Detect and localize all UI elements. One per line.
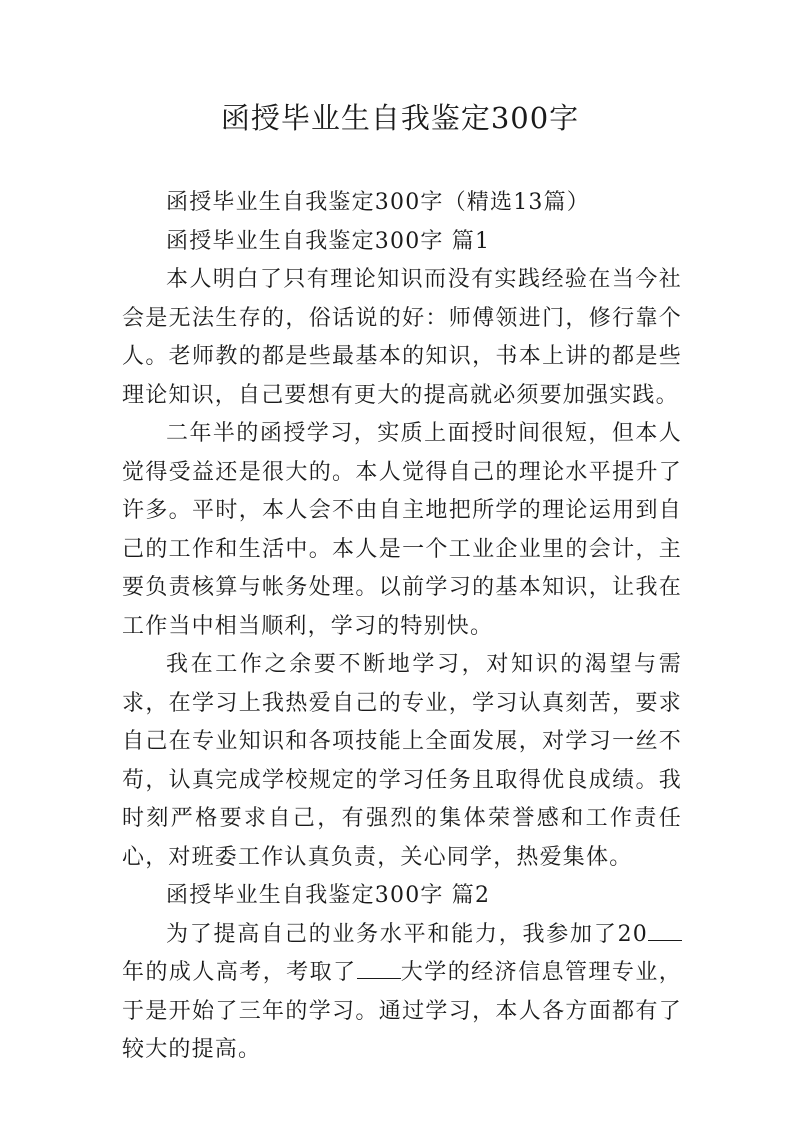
intro-line: 函授毕业生自我鉴定300字（精选13篇）	[166, 190, 590, 215]
document-title: 函授毕业生自我鉴定300字	[220, 101, 580, 135]
document-body	[122, 184, 682, 1070]
university-blank	[357, 954, 401, 979]
section-heading-1: 函授毕业生自我鉴定300字 篇1	[166, 228, 491, 254]
year-blank	[648, 916, 682, 941]
section1-paragraph: 我在工作之余要不断地学习，对知识的渴望与需求，在学习上我热爱自己的专业，学习认真刻苦，要求自己在专业知识和各项技能上全面发展，对学习一丝不苟，认真完成学校规定的学习任务且取得优良成绩。我时刻严格要求自己，有强烈的集体荣誉感和工作责任心，对班委工作认真负责，关心同学，热爱集体。	[122, 652, 682, 870]
section2-text-after-year: 年的成人高考，考取了	[122, 960, 357, 985]
section2-text-before-year: 为了提高自己的业务水平和能力，我参加了20	[166, 921, 648, 947]
section1-paragraph: 二年半的函授学习，实质上面授时间很短，但本人觉得受益还是很大的。本人觉得自己的理论水平提升了许多。平时，本人会不由自主地把所学的理论运用到自己的工作和生活中。本人是一个工业企业里的会计，主要负责核算与帐务处理。以前学习的基本知识，让我在工作当中相当顺利，学习的特别快。	[122, 421, 682, 639]
section1-paragraph: 本人明白了只有理论知识而没有实践经验在当今社会是无法生存的，俗话说的好：师傅领进门，修行靠个人。老师教的都是些最基本的知识，书本上讲的都是些理论知识，自己要想有更大的提高就必须要加强实践。	[122, 267, 682, 408]
section-heading-2: 函授毕业生自我鉴定300字 篇2	[166, 883, 491, 908]
section2-text-rest: 大学的经济信息管理专业，于是开始了三年的学习。通过学习，本人各方面都有了较大的提高。	[122, 960, 682, 1062]
section2-paragraph	[122, 916, 682, 1070]
